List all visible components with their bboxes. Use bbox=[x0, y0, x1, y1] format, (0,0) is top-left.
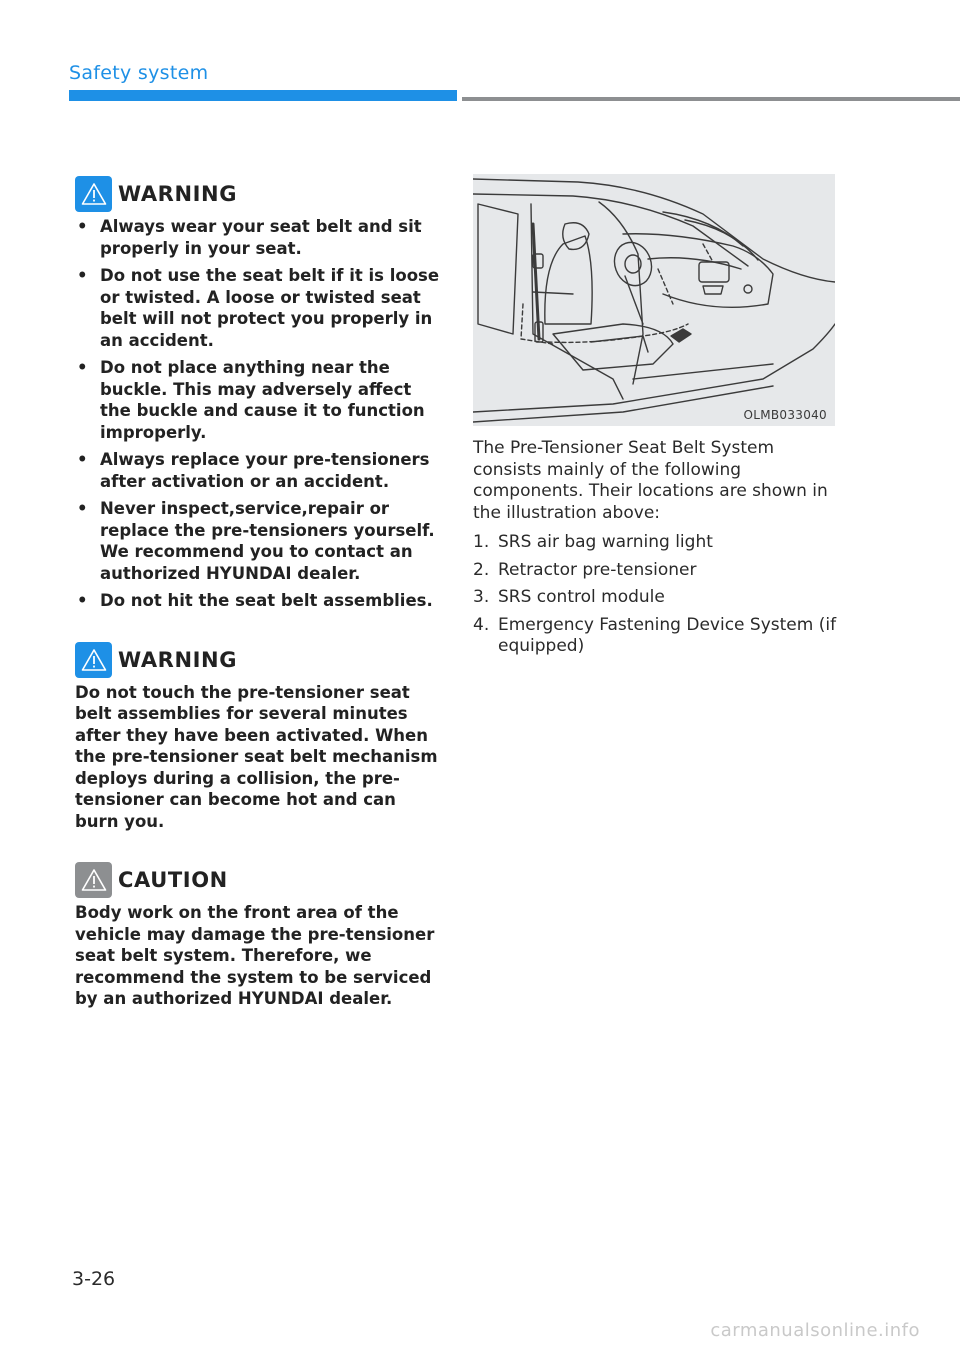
warning-list bbox=[75, 216, 440, 612]
list-item: 1. SRS air bag warning light bbox=[473, 532, 713, 552]
component-list bbox=[473, 532, 837, 658]
callout-header bbox=[75, 642, 440, 678]
list-item: 3. SRS control module bbox=[473, 587, 665, 607]
list-item: 4. Emergency Fastening Device System (if equipped) bbox=[473, 614, 837, 656]
callout-title: WARNING bbox=[118, 182, 238, 206]
list-item: • Never inspect,service,repair or replace the pre-tensioners yourself. We recommend you to contact an authorized HYUNDAI dealer. bbox=[75, 498, 440, 584]
page-number: 3-26 bbox=[72, 1268, 116, 1290]
header-accent-bar bbox=[69, 90, 457, 101]
left-column bbox=[75, 176, 440, 1040]
warning-callout-hot bbox=[75, 642, 440, 833]
list-item: • Always wear your seat belt and sit properly in your seat. bbox=[75, 216, 440, 259]
warning-triangle-icon bbox=[75, 176, 112, 212]
warning-callout-seatbelt bbox=[75, 176, 440, 612]
callout-body: Body work on the front area of the vehicle may damage the pre-tensioner seat belt system. Therefore, we recommend the system to be serviced by an authorized HYUNDAI dealer. bbox=[75, 903, 435, 1008]
caution-triangle-icon bbox=[75, 862, 112, 898]
car-interior-drawing bbox=[473, 174, 835, 426]
warning-triangle-icon bbox=[75, 642, 112, 678]
list-item: • Always replace your pre-tensioners after activation or an accident. bbox=[75, 449, 440, 492]
callout-title: CAUTION bbox=[118, 868, 228, 892]
description-paragraph: The Pre-Tensioner Seat Belt System consists mainly of the following components. Their locations are shown in the illustration above: bbox=[473, 438, 828, 523]
seatbelt-system-illustration bbox=[473, 174, 835, 426]
list-item: • Do not use the seat belt if it is loose or twisted. A loose or twisted seat belt will not protect you properly in an accident. bbox=[75, 265, 440, 351]
callout-header bbox=[75, 862, 440, 898]
right-column bbox=[473, 174, 837, 664]
callout-body: Do not touch the pre-tensioner seat belt assemblies for several minutes after they have been activated. When the pre-tensioner seat belt mechanism deploys during a collision, the pre-tensioner can become hot and can burn you. bbox=[75, 682, 438, 831]
figure-code: OLMB033040 bbox=[743, 408, 827, 422]
caution-callout bbox=[75, 862, 440, 1010]
callout-header bbox=[75, 176, 440, 212]
header-divider-bar bbox=[462, 97, 960, 101]
callout-title: WARNING bbox=[118, 647, 238, 672]
list-item: 2. Retractor pre-tensioner bbox=[473, 559, 697, 580]
watermark: carmanualsonline.info bbox=[710, 1320, 920, 1341]
list-item: • Do not hit the seat belt assemblies. bbox=[75, 590, 440, 612]
list-item: • Do not place anything near the buckle. This may adversely affect the buckle and cause it to function improperly. bbox=[75, 357, 440, 443]
section-title: Safety system bbox=[69, 62, 209, 84]
